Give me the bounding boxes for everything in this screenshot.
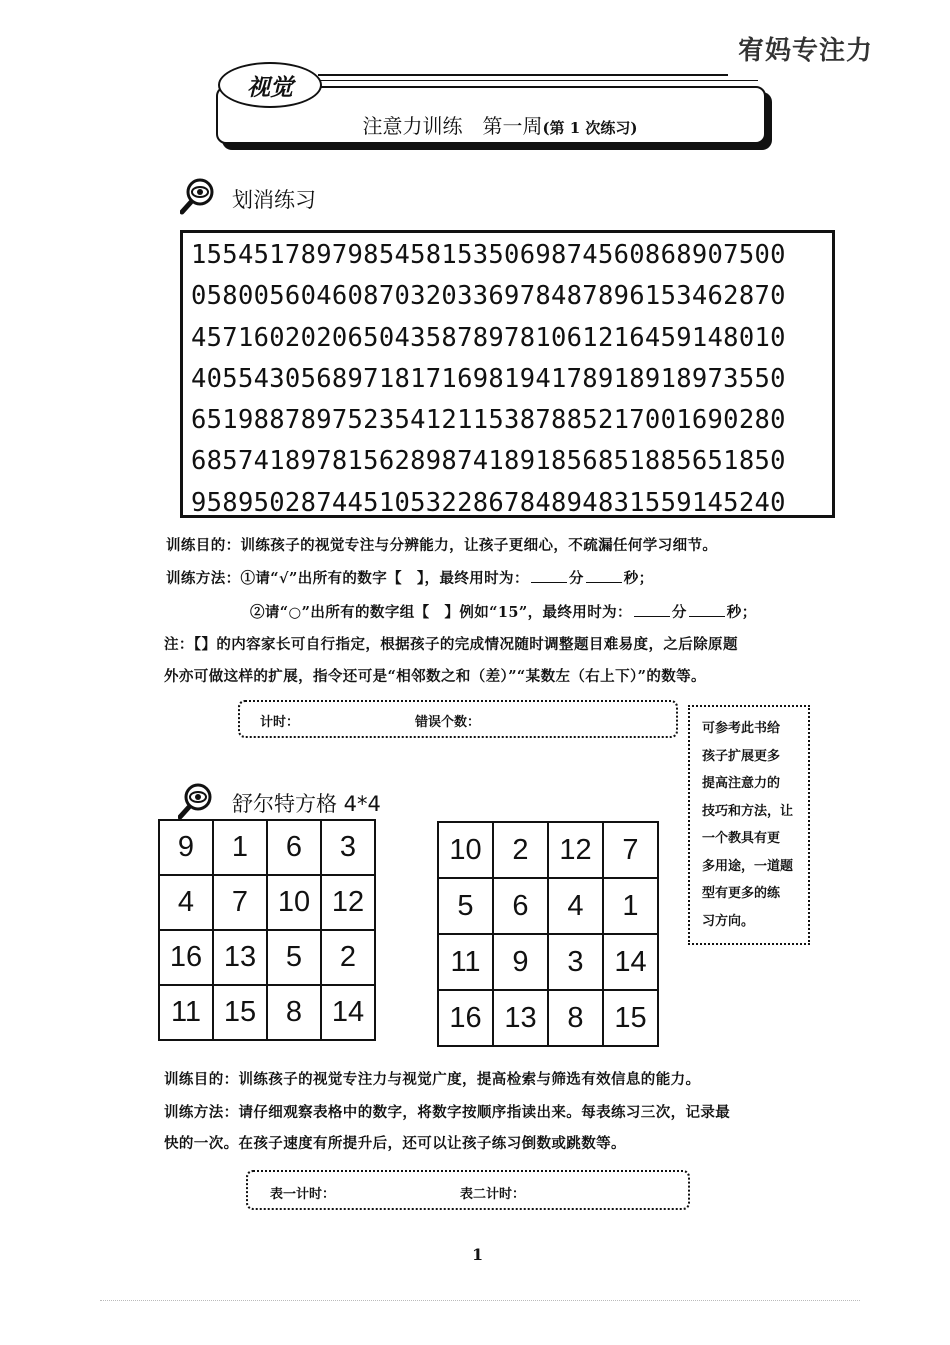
table1-timer-label: 表一计时： [270,1187,336,1202]
grid-cell[interactable]: 6 [267,820,321,875]
method-1-text: 训练方法：①请“√”出所有的数字【 】，最终用时为： [166,570,529,587]
unit-minutes: 分 [671,604,687,621]
magnifier-eye-icon [180,177,216,215]
banner-subtitle: (第 1 次练习) [542,119,638,137]
grid-cell[interactable]: 3 [548,934,603,990]
digit-grid [180,230,835,518]
digit-row[interactable]: 65198878975235412115387885217001690280 [191,405,786,436]
minutes-blank[interactable] [531,582,567,583]
method-2-text: ②请“○”出所有的数字组【 】例如“15”，最终用时为： [250,604,632,621]
side-note-line: 多用途，一道题 [702,858,794,874]
section-title-schulte: 舒尔特方格 4*4 [232,792,381,816]
grid-cell[interactable]: 1 [213,820,267,875]
grid-cell[interactable]: 5 [438,878,493,934]
side-note [688,705,810,945]
unit-seconds: 秒； [623,570,654,587]
grid-cell[interactable]: 12 [548,822,603,878]
training-method-1 [166,567,654,588]
grid-cell[interactable]: 9 [493,934,548,990]
grid-cell[interactable]: 3 [321,820,375,875]
grid-cell[interactable]: 15 [213,985,267,1040]
side-note-line: 可参考此书给 [702,721,781,736]
section-title-cancellation: 划消练习 [232,188,316,212]
grid-cell[interactable]: 7 [213,875,267,930]
grid-cell[interactable]: 1 [603,878,658,934]
training-purpose: 训练目的：训练孩子的视觉专注与分辨能力，让孩子更细心，不疏漏任何学习细节。 [166,537,718,554]
grid-cell[interactable]: 16 [159,930,213,985]
side-note-line: 孩子扩展更多 [702,748,781,764]
digit-row[interactable]: 40554305689718171698194178918918973550 [191,363,786,394]
training-method-2 [250,601,757,622]
digit-row[interactable]: 95895028744510532286784894831559145240 [191,487,786,518]
side-note-line: 习方向。 [702,913,755,929]
grid-cell[interactable]: 14 [603,934,658,990]
banner-line [318,74,728,76]
side-note-line: 提高注意力的 [702,776,781,791]
note-line-2: 外亦可做这样的扩展，指令还可是“相邻数之和（差）”“某数左（右上下）”的数等。 [164,668,706,685]
schulte-grid-1 [158,819,376,1041]
side-note-line: 技巧和方法，让 [702,803,794,819]
grid-cell[interactable]: 11 [159,985,213,1040]
grid-cell[interactable]: 13 [213,930,267,985]
schulte-method-2: 快的一次。在孩子速度有所提升后，还可以让孩子练习倒数或跳数等。 [164,1135,626,1152]
unit-seconds: 秒； [726,604,757,621]
grid-cell[interactable]: 15 [603,990,658,1046]
grid-cell[interactable]: 5 [267,930,321,985]
minutes-blank[interactable] [634,616,670,617]
grid-cell[interactable]: 14 [321,985,375,1040]
timer-box [238,700,678,738]
table2-timer-label: 表二计时： [460,1187,526,1202]
digit-row[interactable]: 45716020206504358789781061216459148010 [191,322,786,353]
side-note-line: 型有更多的练 [702,886,781,901]
schulte-grid-2 [437,821,659,1047]
grid-cell[interactable]: 12 [321,875,375,930]
grid-cell[interactable]: 16 [438,990,493,1046]
unit-minutes: 分 [568,570,584,587]
error-count-label: 错误个数： [415,715,481,730]
note-line-1: 注：【】的内容家长可自行指定，根据孩子的完成情况随时调整题目难易度，之后除原题 [164,636,738,653]
banner-title: 注意力训练 第一周 [362,114,543,138]
grid-cell[interactable]: 8 [267,985,321,1040]
grid-cell[interactable]: 9 [159,820,213,875]
grid-cell[interactable]: 10 [438,822,493,878]
banner-line [318,80,758,81]
seconds-blank[interactable] [586,582,622,583]
grid-cell[interactable]: 4 [159,875,213,930]
timer-label: 计时： [260,715,300,730]
grid-cell[interactable]: 10 [267,875,321,930]
grid-cell[interactable]: 7 [603,822,658,878]
banner-tab: 视觉 [218,62,322,108]
scan-artifact-line [100,1300,860,1301]
magnifier-eye-icon [178,782,214,820]
page-title [250,110,750,139]
schulte-purpose: 训练目的：训练孩子的视觉专注力与视觉广度，提高检索与筛选有效信息的能力。 [164,1071,701,1088]
grid-cell[interactable]: 4 [548,878,603,934]
grid-cell[interactable]: 2 [321,930,375,985]
grid-cell[interactable]: 2 [493,822,548,878]
schulte-method-1: 训练方法：请仔细观察表格中的数字，将数字按顺序指读出来。每表练习三次，记录最 [164,1104,731,1121]
grid-cell[interactable]: 13 [493,990,548,1046]
digit-row[interactable]: 68574189781562898741891856851885651850 [191,446,786,477]
grid-cell[interactable]: 6 [493,878,548,934]
grid-cell[interactable]: 8 [548,990,603,1046]
schulte-timer-box [246,1170,690,1210]
digit-row[interactable]: 05800560460870320336978487896153462870 [191,281,786,312]
page-number: 1 [472,1245,484,1264]
seconds-blank[interactable] [689,616,725,617]
grid-cell[interactable]: 11 [438,934,493,990]
brand-watermark: 宥妈专注力 [738,36,874,66]
side-note-line: 一个教具有更 [702,831,781,846]
digit-row[interactable]: 15545178979854581535069874560868907500 [191,240,786,270]
